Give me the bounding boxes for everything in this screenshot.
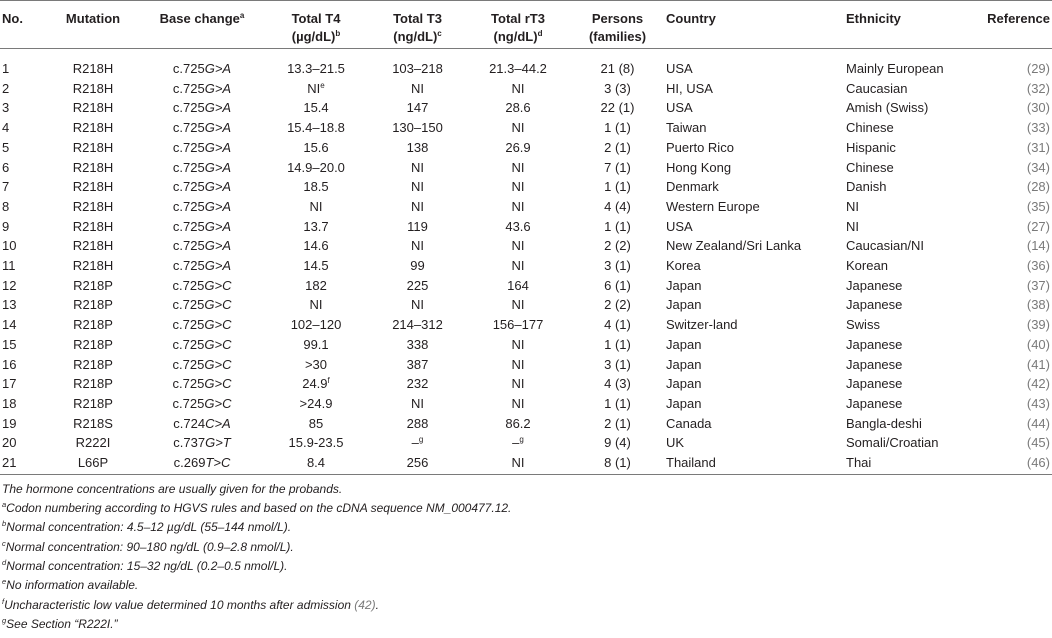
header-total-t3: Total T3 $(ng/dL)^c$	[370, 1, 465, 49]
cell-total-rt3: NI	[511, 80, 525, 96]
cell-reference[interactable]: (38)	[1026, 297, 1050, 313]
header-persons: Persons (families)	[571, 1, 664, 49]
cell-ethnicity: Japanese	[846, 356, 903, 372]
cell-country: Japan	[666, 376, 702, 392]
cell-total-rt3: –$^g$	[512, 435, 524, 451]
cell-mutation: R218H	[72, 159, 114, 175]
cell-no: 4	[2, 120, 10, 136]
cell-reference[interactable]: (41)	[1026, 356, 1050, 372]
cell-total-rt3: NI	[465, 453, 571, 474]
cell-reference[interactable]: (35)	[1026, 198, 1050, 214]
cell-ethnicity: Japanese	[846, 277, 903, 293]
cell-country: Thailand	[664, 453, 844, 474]
cell-base-change: c.724C>A	[173, 415, 231, 431]
cell-total-t4: 99.1	[303, 336, 329, 352]
cell-ethnicity: Caucasian	[846, 80, 908, 96]
cell-no: 21	[0, 453, 44, 474]
cell-ethnicity: NI	[846, 198, 859, 214]
cell-country: Taiwan	[666, 120, 707, 136]
cell-mutation: R218H	[72, 198, 114, 214]
cell-reference[interactable]: (40)	[1026, 336, 1050, 352]
cell-total-t3: 138	[406, 139, 429, 155]
table-row	[0, 197, 1052, 217]
cell-total-t4: 85	[308, 415, 324, 431]
cell-mutation: R218S	[73, 415, 113, 431]
footnote-e: $^e$No information available.	[2, 577, 139, 593]
cell-persons: 2 (2)	[604, 238, 631, 254]
cell-persons: 3 (3)	[604, 80, 631, 96]
cell-persons: 4 (3)	[604, 376, 631, 392]
table-row	[0, 79, 1052, 99]
cell-base-change: c.725G>C	[172, 395, 232, 411]
cell-total-rt3: 43.6	[505, 218, 531, 234]
cell-base-change: c.269T>C	[142, 453, 262, 474]
cell-mutation: R218H	[72, 218, 114, 234]
table-row	[0, 414, 1052, 434]
cell-no: 5	[2, 139, 10, 155]
cell-total-t3: NI	[411, 238, 424, 254]
cell-total-rt3: 26.9	[505, 139, 531, 155]
cell-base-change: c.725G>A	[172, 139, 232, 155]
cell-total-rt3: NI	[511, 258, 525, 274]
cell-mutation: R218P	[73, 356, 113, 372]
cell-country: Hong Kong	[666, 159, 732, 175]
table-row	[0, 217, 1052, 237]
cell-total-t4: 15.6	[303, 139, 329, 155]
cell-base-change: c.725G>A	[172, 218, 232, 234]
cell-ethnicity: Mainly European	[846, 61, 944, 76]
cell-base-change: c.725G>A	[172, 120, 232, 136]
cell-reference[interactable]: (29)	[1026, 61, 1050, 76]
cell-total-t4: 13.3–21.5	[287, 61, 345, 76]
cell-base-change: c.725G>A	[172, 100, 232, 116]
cell-persons: 6 (1)	[604, 277, 631, 293]
cell-total-rt3: 28.6	[505, 100, 531, 116]
cell-total-t3: 103–218	[392, 61, 443, 76]
cell-total-t4: NI	[309, 297, 323, 313]
table-row	[0, 315, 1052, 335]
cell-total-t4: 102–120	[290, 317, 342, 333]
cell-mutation: R218H	[72, 258, 114, 274]
table-row	[0, 118, 1052, 138]
cell-total-t3: NI	[411, 80, 424, 96]
cell-ethnicity: Japanese	[846, 376, 903, 392]
cell-total-rt3: NI	[511, 198, 525, 214]
cell-total-rt3: NI	[511, 120, 525, 136]
footnote-a: $^a$Codon numbering according to HGVS rules and based on the cDNA sequence NM_000477.12.	[2, 500, 512, 516]
cell-country: Western Europe	[666, 198, 760, 214]
cell-country: New Zealand/Sri Lanka	[666, 238, 802, 254]
cell-country: Japan	[666, 277, 702, 293]
cell-reference[interactable]: (37)	[1026, 277, 1050, 293]
cell-base-change: c.725G>A	[172, 61, 232, 76]
cell-ethnicity: Thai	[844, 453, 980, 474]
cell-ethnicity: Somali/Croatian	[846, 435, 939, 451]
cell-reference[interactable]: (28)	[1026, 179, 1050, 195]
cell-total-rt3: NI	[511, 376, 525, 392]
footnote-f: $^f$Uncharacteristic low value determined 10 months after admission (42).	[2, 596, 379, 612]
cell-no: 11	[2, 258, 16, 274]
cell-total-t3: NI	[411, 159, 424, 175]
header-mutation: Mutation	[44, 1, 142, 49]
cell-country: USA	[666, 61, 693, 76]
cell-persons: 3 (1)	[604, 356, 631, 372]
cell-persons: 1 (1)	[604, 120, 631, 136]
cell-total-rt3: NI	[511, 297, 525, 313]
cell-country: Japan	[666, 356, 702, 372]
cell-total-t4: 182	[305, 277, 327, 293]
header-total-rt3: Total rT3 $(ng/dL)^d$	[465, 1, 571, 49]
cell-base-change: c.725G>C	[172, 317, 232, 333]
cell-no: 15	[2, 336, 17, 352]
cell-total-t3: 387	[406, 356, 429, 372]
cell-no: 7	[2, 179, 10, 195]
header-base-change: Base change$^a$	[142, 1, 262, 49]
cell-total-t4: 24.9$^f$	[302, 376, 330, 392]
cell-no: 12	[2, 277, 17, 293]
cell-reference[interactable]: (27)	[1026, 218, 1050, 234]
cell-persons: 4 (4)	[604, 198, 631, 214]
cell-total-rt3: NI	[511, 356, 525, 372]
cell-persons: 2 (1)	[604, 415, 631, 431]
cell-country: Switzer-land	[666, 317, 738, 333]
cell-ethnicity: Bangla-deshi	[846, 415, 922, 431]
cell-persons: 1 (1)	[604, 179, 631, 195]
cell-total-t3: NI	[411, 198, 424, 214]
cell-mutation: L66P	[44, 453, 142, 474]
cell-ethnicity: Chinese	[846, 159, 894, 175]
cell-ethnicity: Japanese	[846, 297, 903, 313]
table-body	[0, 49, 1052, 475]
cell-base-change: c.725G>A	[172, 198, 232, 214]
table-row	[0, 355, 1052, 375]
cell-total-t4: 18.5	[303, 179, 329, 195]
cell-mutation: R218H	[72, 120, 114, 136]
cell-total-t3: 288	[406, 415, 429, 431]
cell-ethnicity: Amish (Swiss)	[846, 100, 929, 116]
cell-reference[interactable]: (33)	[1026, 120, 1050, 136]
cell-total-t3: 256	[370, 453, 465, 474]
cell-reference[interactable]: (36)	[1026, 258, 1050, 274]
footnote-d: $^d$Normal concentration: 15–32 ng/dL (0.2–0.5 nmol/L).	[2, 557, 288, 573]
cell-base-change: c.725G>C	[172, 297, 232, 313]
cell-total-rt3: 21.3–44.2	[489, 61, 547, 76]
table-row	[0, 138, 1052, 158]
cell-country: UK	[666, 435, 685, 451]
cell-total-t4: >30	[304, 356, 328, 372]
cell-ethnicity: NI	[846, 218, 859, 234]
cell-no: 10	[2, 238, 17, 254]
footnote-intro: The hormone concentrations are usually given for the probands.	[2, 481, 343, 496]
header-country: Country	[664, 1, 844, 49]
cell-reference[interactable]: (30)	[1026, 100, 1050, 116]
cell-base-change: c.725G>A	[172, 159, 232, 175]
cell-no: 1	[2, 61, 10, 76]
cell-mutation: R218H	[72, 238, 114, 254]
cell-total-rt3: NI	[511, 238, 525, 254]
cell-ethnicity: Danish	[846, 179, 887, 195]
cell-persons: 4 (1)	[604, 317, 631, 333]
cell-country: Canada	[666, 415, 712, 431]
cell-ethnicity: Korean	[846, 258, 888, 274]
cell-total-t4: 15.4–18.8	[287, 120, 345, 136]
table-row	[0, 276, 1052, 296]
cell-persons: 22 (1)	[600, 100, 635, 116]
cell-no: 13	[2, 297, 17, 313]
header-ethnicity: Ethnicity	[844, 1, 980, 49]
cell-reference[interactable]: (46)	[980, 453, 1052, 474]
cell-mutation: R218P	[73, 317, 113, 333]
footnotes	[0, 480, 1052, 634]
table-row	[0, 295, 1052, 315]
footnote-marker: a	[239, 11, 245, 20]
cell-mutation: R218P	[73, 336, 113, 352]
cell-base-change: c.725G>C	[172, 356, 232, 372]
cell-mutation: R218H	[72, 179, 114, 195]
cell-no: 19	[2, 415, 17, 431]
cell-reference[interactable]: (43)	[1026, 395, 1050, 411]
cell-persons: 7 (1)	[604, 159, 631, 175]
cell-mutation: R218P	[73, 395, 113, 411]
cell-total-t3: 119	[407, 218, 428, 234]
cell-no: 20	[2, 435, 17, 451]
table-row	[0, 158, 1052, 178]
cell-total-rt3: 86.2	[505, 415, 531, 431]
cell-country: Japan	[666, 297, 702, 313]
cell-total-rt3: 164	[507, 277, 529, 293]
cell-country: HI, USA	[666, 80, 713, 96]
cell-persons: 1 (1)	[604, 395, 631, 411]
cell-total-t3: NI	[411, 179, 424, 195]
cell-total-t4: $NI^e$	[307, 80, 325, 96]
cell-total-t4: 15.9-23.5	[288, 435, 344, 451]
cell-total-t4: 15.4	[303, 100, 329, 116]
table-row	[0, 49, 1052, 79]
cell-total-rt3: 156–177	[492, 317, 544, 333]
cell-reference[interactable]: (14)	[1026, 238, 1050, 254]
cell-total-t3: 147	[406, 100, 429, 116]
cell-base-change: c.725G>C	[172, 336, 232, 352]
cell-reference[interactable]: (34)	[1026, 159, 1050, 175]
cell-no: 18	[2, 395, 17, 411]
table-row	[0, 177, 1052, 197]
cell-base-change: c.725G>A	[172, 238, 232, 254]
table-row	[0, 453, 1052, 474]
cell-total-t3: 232	[406, 376, 429, 392]
cell-persons: 2 (1)	[604, 139, 631, 155]
cell-persons: 8 (1)	[571, 453, 664, 474]
cell-total-t3: 338	[406, 336, 429, 352]
cell-total-rt3: NI	[511, 336, 525, 352]
cell-total-t3: –$^g$	[411, 435, 424, 451]
cell-country: Japan	[666, 395, 702, 411]
cell-total-t3: 99	[410, 258, 425, 274]
cell-country: Korea	[666, 258, 701, 274]
cell-persons: 1 (1)	[604, 218, 631, 234]
reference-link[interactable]: (42)	[354, 597, 376, 612]
cell-country: Denmark	[666, 179, 719, 195]
cell-ethnicity: Caucasian/NI	[846, 238, 925, 254]
footnote-marker: d	[537, 29, 543, 38]
cell-total-rt3: NI	[511, 179, 525, 195]
cell-total-t4: 8.4	[262, 453, 370, 474]
cell-total-t4: NI	[309, 198, 323, 214]
cell-base-change: c.725G>C	[172, 277, 232, 293]
cell-total-t3: 214–312	[392, 317, 443, 333]
footnote-c: $^c$Normal concentration: 90–180 ng/dL (0.9–2.8 nmol/L).	[2, 538, 294, 554]
cell-base-change: c.725G>A	[172, 80, 232, 96]
footnote-marker: c	[437, 29, 442, 38]
table-row	[0, 374, 1052, 394]
cell-reference[interactable]: (39)	[1026, 317, 1050, 333]
footnote-marker: b	[335, 29, 341, 38]
header-reference: Reference	[980, 1, 1052, 49]
cell-persons: 21 (8)	[600, 61, 635, 76]
cell-total-t4: 14.6	[303, 238, 329, 254]
cell-persons: 3 (1)	[604, 258, 631, 274]
cell-reference[interactable]: (31)	[1026, 139, 1050, 155]
cell-ethnicity: Japanese	[846, 395, 903, 411]
footnote-g: $^g$See Section “R222I.”	[2, 615, 118, 631]
table-row	[0, 256, 1052, 276]
header-no: No.	[0, 1, 44, 49]
table-row	[0, 394, 1052, 414]
cell-country: Puerto Rico	[666, 139, 734, 155]
cell-country: USA	[666, 100, 693, 116]
cell-no: 6	[2, 159, 10, 175]
cell-mutation: R218P	[73, 277, 113, 293]
table-row	[0, 433, 1052, 453]
cell-ethnicity: Hispanic	[846, 139, 896, 155]
cell-no: 17	[2, 376, 17, 392]
cell-ethnicity: Japanese	[846, 336, 903, 352]
footnote-b: $^b$Normal concentration: 4.5–12 µg/dL (55–144 nmol/L).	[2, 519, 292, 535]
cell-country: Japan	[666, 336, 702, 352]
cell-ethnicity: Swiss	[846, 317, 880, 333]
cell-ethnicity: Chinese	[846, 120, 894, 136]
header-total-t4: Total T4 $(\mu g/dL)^b$	[262, 1, 370, 49]
table-row	[0, 236, 1052, 256]
cell-reference[interactable]: (32)	[1026, 80, 1050, 96]
cell-total-t3: NI	[411, 297, 424, 313]
cell-total-t4: 14.5	[303, 258, 329, 274]
cell-total-rt3: NI	[511, 395, 525, 411]
cell-total-t4: 14.9–20.0	[287, 159, 345, 175]
cell-persons: 1 (1)	[604, 336, 631, 352]
cell-reference[interactable]: (45)	[1026, 435, 1050, 451]
cell-mutation: R218H	[72, 61, 114, 76]
table-row	[0, 98, 1052, 118]
cell-mutation: R222I	[75, 435, 111, 451]
cell-mutation: R218H	[72, 80, 114, 96]
cell-total-t3: 130–150	[392, 120, 443, 136]
cell-mutation: R218P	[73, 297, 113, 313]
cell-reference[interactable]: (42)	[1026, 376, 1050, 392]
cell-base-change: c.737G>T	[173, 435, 231, 451]
cell-country: USA	[666, 218, 693, 234]
cell-no: 2	[2, 80, 10, 96]
table-header	[0, 1, 1052, 49]
cell-persons: 9 (4)	[604, 435, 631, 451]
cell-no: 8	[2, 198, 10, 214]
cell-total-rt3: NI	[511, 159, 525, 175]
cell-mutation: R218H	[72, 100, 114, 116]
cell-mutation: R218H	[72, 139, 114, 155]
cell-total-t3: 225	[406, 277, 429, 293]
table-row	[0, 335, 1052, 355]
cell-base-change: c.725G>A	[172, 258, 232, 274]
cell-base-change: c.725G>A	[172, 179, 232, 195]
cell-persons: 2 (2)	[604, 297, 631, 313]
cell-total-t4: 13.7	[303, 218, 329, 234]
cell-total-t4: >24.9	[299, 395, 333, 411]
cell-total-t3: NI	[411, 395, 424, 411]
cell-no: 3	[2, 100, 10, 116]
cell-no: 16	[2, 356, 17, 372]
cell-base-change: c.725G>C	[172, 376, 232, 392]
cell-reference[interactable]: (44)	[1026, 415, 1050, 431]
cell-no: 14	[2, 317, 17, 333]
cell-mutation: R218P	[73, 376, 113, 392]
cell-no: 9	[2, 218, 10, 234]
